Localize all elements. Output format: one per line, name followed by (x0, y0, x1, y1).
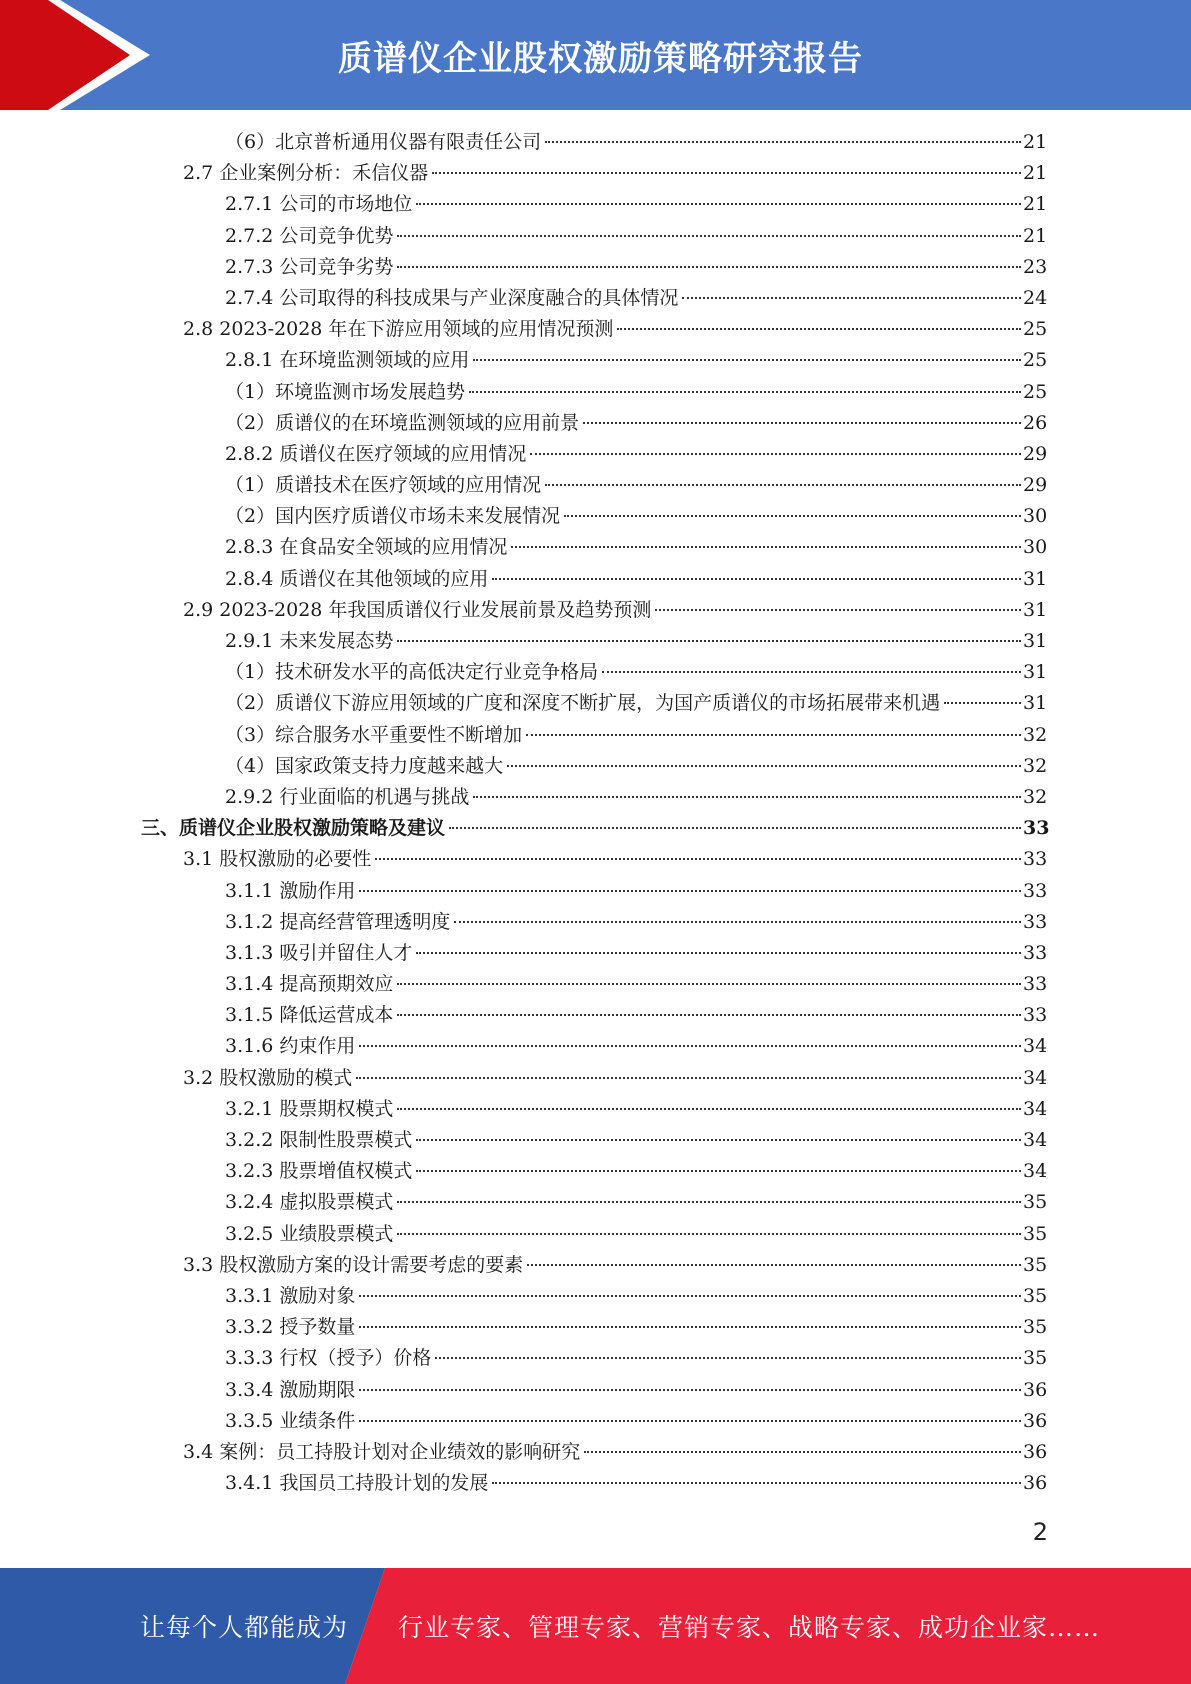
toc-entry-title: 3.3.5 业绩条件 (225, 1409, 356, 1432)
footer-slogan-right: 行业专家、管理专家、营销专家、战略专家、成功企业家…… (398, 1613, 1101, 1642)
toc-leader-dots (397, 1233, 1021, 1235)
toc-entry-title: 2.8.1 在环境监测领域的应用 (225, 349, 470, 372)
toc-entry-page: 35 (1023, 1253, 1048, 1276)
toc-entry[interactable] (0, 221, 1191, 252)
footer-slogan-left: 让每个人都能成为 (140, 1613, 349, 1642)
toc-entry[interactable] (0, 189, 1191, 220)
toc-entry-title: 3.2.2 限制性股票模式 (225, 1129, 413, 1151)
toc-entry-title: 2.7.1 公司的市场地位 (225, 193, 413, 216)
toc-leader-dots (359, 1295, 1021, 1297)
toc-leader-dots (397, 640, 1021, 642)
toc-entry-title: （1）技术研发水平的高低决定行业竞争格局 (225, 661, 599, 684)
toc-leader-dots (473, 796, 1021, 798)
toc-entry-title: 3.3.1 激励对象 (225, 1284, 356, 1307)
footer-banner (0, 1568, 1191, 1684)
toc-entry-page: 36 (1023, 1409, 1048, 1432)
toc-entry-page: 25 (1023, 349, 1048, 372)
header-banner (0, 0, 1191, 110)
toc-entry-title: 3.1.1 激励作用 (225, 879, 356, 902)
toc-entry-page: 33 (1023, 848, 1048, 871)
toc-entry-page: 31 (1023, 630, 1048, 652)
toc-leader-dots (545, 141, 1021, 143)
toc-entry-page: 33 (1023, 879, 1048, 902)
toc-entry-page: 36 (1023, 1440, 1048, 1463)
toc-leader-dots (583, 422, 1021, 424)
toc-leader-dots (454, 921, 1021, 923)
toc-entry[interactable] (0, 1000, 1191, 1031)
toc-entry-page: 30 (1023, 536, 1048, 559)
toc-leader-dots (359, 1326, 1021, 1328)
toc-leader-dots (511, 546, 1021, 548)
toc-leader-dots (416, 952, 1021, 954)
toc-entry-page: 33 (1023, 941, 1048, 964)
toc-leader-dots (435, 1357, 1021, 1359)
toc-leader-dots (469, 391, 1021, 393)
toc-entry-page: 26 (1023, 411, 1048, 434)
toc-entry[interactable] (0, 1125, 1191, 1156)
toc-entry-page: 33 (1023, 973, 1048, 996)
toc-entry-title: 3.1 股权激励的必要性 (183, 848, 372, 871)
toc-entry[interactable] (0, 1063, 1191, 1094)
toc-entry-page: 35 (1023, 1284, 1048, 1307)
toc-leader-dots (397, 1108, 1021, 1110)
toc-entry-page: 35 (1023, 1191, 1048, 1214)
toc-entry-title: 2.9.2 行业面临的机遇与挑战 (225, 785, 470, 808)
toc-entry[interactable] (0, 1187, 1191, 1218)
toc-leader-dots (526, 734, 1021, 736)
table-of-contents (0, 127, 1191, 1499)
toc-entry[interactable] (0, 1375, 1191, 1406)
toc-entry-page: 31 (1023, 661, 1048, 684)
toc-entry-title: 3.1.4 提高预期效应 (225, 973, 394, 996)
toc-entry-title: 3.2 股权激励的模式 (183, 1066, 353, 1089)
toc-entry-page: 36 (1023, 1472, 1048, 1495)
toc-leader-dots (492, 1482, 1021, 1484)
toc-entry[interactable] (0, 1031, 1191, 1062)
toc-entry[interactable] (0, 813, 1191, 844)
toc-entry-page: 32 (1023, 723, 1048, 746)
toc-entry-title: 3.3.2 授予数量 (225, 1316, 356, 1339)
toc-entry[interactable] (0, 876, 1191, 907)
toc-leader-dots (545, 484, 1021, 486)
toc-entry-title: 2.8.2 质谱仪在医疗领域的应用情况 (225, 442, 527, 465)
toc-leader-dots (944, 702, 1021, 704)
toc-entry[interactable] (0, 1094, 1191, 1125)
toc-entry-title: （6）北京普析通用仪器有限责任公司 (225, 131, 542, 153)
toc-leader-dots (617, 328, 1021, 330)
toc-entry-title: （3）综合服务水平重要性不断增加 (225, 723, 523, 746)
toc-entry-page: 34 (1023, 1035, 1048, 1058)
toc-entry-page: 21 (1023, 224, 1048, 247)
toc-entry-page: 33 (1023, 910, 1048, 933)
toc-entry[interactable] (0, 751, 1191, 782)
toc-entry-title: 3.1.5 降低运营成本 (225, 1004, 394, 1027)
toc-entry[interactable] (0, 1281, 1191, 1312)
toc-entry-title: 2.8.4 质谱仪在其他领域的应用 (225, 567, 489, 590)
toc-entry-page: 34 (1023, 1129, 1048, 1151)
toc-entry-page: 21 (1023, 193, 1048, 216)
toc-entry[interactable] (0, 1343, 1191, 1374)
toc-entry[interactable] (0, 720, 1191, 751)
toc-leader-dots (492, 578, 1021, 580)
toc-leader-dots (359, 1389, 1021, 1391)
toc-entry-page: 25 (1023, 380, 1048, 403)
toc-entry-title: 2.7.4 公司取得的科技成果与产业深度融合的具体情况 (225, 286, 679, 309)
toc-entry[interactable] (0, 408, 1191, 439)
toc-entry-page: 33 (1023, 1004, 1048, 1027)
toc-leader-dots (397, 1014, 1021, 1016)
toc-entry-title: 3.2.3 股票增值权模式 (225, 1160, 413, 1183)
toc-entry-page: 35 (1023, 1347, 1048, 1370)
toc-leader-dots (527, 1264, 1021, 1266)
toc-entry-title: 2.9.1 未来发展态势 (225, 630, 394, 652)
toc-leader-dots (655, 609, 1021, 611)
toc-entry-page: 32 (1023, 785, 1048, 808)
toc-entry[interactable] (0, 158, 1191, 189)
toc-leader-dots (397, 235, 1021, 237)
toc-entry-title: 2.8.3 在食品安全领域的应用情况 (225, 536, 508, 559)
toc-entry-title: 2.7.2 公司竞争优势 (225, 224, 394, 247)
toc-entry-page: 31 (1023, 598, 1048, 621)
toc-entry-title: 2.7.3 公司竞争劣势 (225, 255, 394, 278)
toc-leader-dots (682, 297, 1021, 299)
toc-leader-dots (359, 1045, 1021, 1047)
toc-entry-title: 三、质谱仪企业股权激励策略及建议 (141, 817, 446, 840)
toc-entry-title: 3.1.2 提高经营管理透明度 (225, 910, 451, 933)
toc-entry-page: 29 (1023, 442, 1048, 465)
toc-leader-dots (584, 1451, 1021, 1453)
toc-entry[interactable] (0, 969, 1191, 1000)
toc-entry[interactable] (0, 1437, 1191, 1468)
toc-entry-page: 25 (1023, 318, 1048, 341)
toc-leader-dots (449, 827, 1021, 829)
toc-entry-page: 35 (1023, 1316, 1048, 1339)
toc-leader-dots (359, 890, 1021, 892)
toc-entry-title: （1）环境监测市场发展趋势 (225, 380, 466, 403)
toc-entry-page: 24 (1023, 286, 1048, 309)
toc-entry-page: 34 (1023, 1097, 1048, 1120)
toc-entry-title: 2.7 企业案例分析：禾信仪器 (183, 162, 429, 185)
toc-entry-title: （4）国家政策支持力度越来越大 (225, 754, 504, 777)
toc-entry-title: 3.4 案例：员工持股计划对企业绩效的影响研究 (183, 1440, 581, 1463)
toc-entry[interactable] (0, 283, 1191, 314)
toc-entry[interactable] (0, 345, 1191, 376)
toc-entry-page: 31 (1023, 567, 1048, 590)
toc-entry-title: 3.3 股权激励方案的设计需要考虑的要素 (183, 1253, 524, 1276)
chevron-arrow-icon (0, 0, 150, 110)
toc-entry-page: 31 (1023, 692, 1048, 715)
toc-leader-dots (397, 266, 1021, 268)
toc-entry-title: 3.3.4 激励期限 (225, 1378, 356, 1401)
toc-entry[interactable] (0, 657, 1191, 688)
toc-entry[interactable] (0, 938, 1191, 969)
toc-leader-dots (416, 1139, 1021, 1141)
toc-leader-dots (416, 203, 1021, 205)
toc-leader-dots (416, 1170, 1021, 1172)
toc-entry[interactable] (0, 532, 1191, 563)
toc-entry-title: 3.2.5 业绩股票模式 (225, 1222, 394, 1245)
toc-entry[interactable] (0, 595, 1191, 626)
toc-entry-title: 3.1.6 约束作用 (225, 1035, 356, 1058)
toc-entry-title: 3.2.1 股票期权模式 (225, 1097, 394, 1120)
toc-entry-page: 29 (1023, 474, 1048, 497)
toc-leader-dots (359, 1420, 1021, 1422)
toc-entry[interactable] (0, 501, 1191, 532)
toc-entry-page: 32 (1023, 754, 1048, 777)
toc-entry[interactable] (0, 470, 1191, 501)
toc-entry-title: 3.1.3 吸引并留住人才 (225, 941, 413, 964)
toc-entry-title: 3.2.4 虚拟股票模式 (225, 1191, 394, 1214)
toc-entry[interactable] (0, 1250, 1191, 1281)
toc-entry[interactable] (0, 377, 1191, 408)
toc-leader-dots (473, 359, 1021, 361)
toc-entry[interactable] (0, 1468, 1191, 1499)
toc-entry-title: 2.9 2023-2028 年我国质谱仪行业发展前景及趋势预测 (183, 598, 652, 621)
toc-entry[interactable] (0, 907, 1191, 938)
toc-entry-page: 33 (1023, 817, 1050, 840)
toc-entry-page: 34 (1023, 1066, 1048, 1089)
toc-entry[interactable] (0, 1406, 1191, 1437)
toc-entry-title: 2.8 2023-2028 年在下游应用领域的应用情况预测 (183, 318, 614, 341)
toc-entry-page: 21 (1023, 162, 1048, 185)
toc-leader-dots (530, 453, 1021, 455)
toc-entry-title: （1）质谱技术在医疗领域的应用情况 (225, 474, 542, 497)
toc-leader-dots (397, 1201, 1021, 1203)
toc-entry-page: 21 (1023, 131, 1048, 153)
toc-entry[interactable] (0, 439, 1191, 470)
toc-leader-dots (375, 858, 1021, 860)
toc-entry[interactable] (0, 626, 1191, 657)
toc-entry[interactable] (0, 1312, 1191, 1343)
toc-entry-page: 35 (1023, 1222, 1048, 1245)
toc-entry-page: 34 (1023, 1160, 1048, 1183)
toc-entry[interactable] (0, 314, 1191, 345)
toc-entry-title: （2）国内医疗质谱仪市场未来发展情况 (225, 505, 561, 528)
toc-entry-title: 3.3.3 行权（授予）价格 (225, 1347, 432, 1370)
toc-entry-title: 3.4.1 我国员工持股计划的发展 (225, 1472, 489, 1495)
toc-entry[interactable] (0, 1156, 1191, 1187)
toc-entry-page: 30 (1023, 505, 1048, 528)
toc-leader-dots (564, 515, 1021, 517)
toc-entry-title: （2）质谱仪下游应用领域的广度和深度不断扩展，为国产质谱仪的市场拓展带来机遇 (225, 692, 941, 715)
toc-leader-dots (432, 172, 1021, 174)
toc-entry[interactable] (0, 844, 1191, 875)
page-number: 2 (1032, 1518, 1048, 1546)
toc-entry-title: （2）质谱仪的在环境监测领域的应用前景 (225, 411, 580, 434)
toc-entry[interactable] (0, 688, 1191, 719)
toc-leader-dots (356, 1077, 1021, 1079)
toc-leader-dots (602, 671, 1021, 673)
toc-entry[interactable] (0, 127, 1191, 158)
toc-leader-dots (507, 765, 1021, 767)
toc-entry[interactable] (0, 1219, 1191, 1250)
toc-entry[interactable] (0, 564, 1191, 595)
report-title: 质谱仪企业股权激励策略研究报告 (338, 38, 863, 79)
toc-entry-page: 23 (1023, 255, 1048, 278)
toc-entry-page: 36 (1023, 1378, 1048, 1401)
toc-entry[interactable] (0, 782, 1191, 813)
toc-entry[interactable] (0, 252, 1191, 283)
toc-leader-dots (397, 983, 1021, 985)
